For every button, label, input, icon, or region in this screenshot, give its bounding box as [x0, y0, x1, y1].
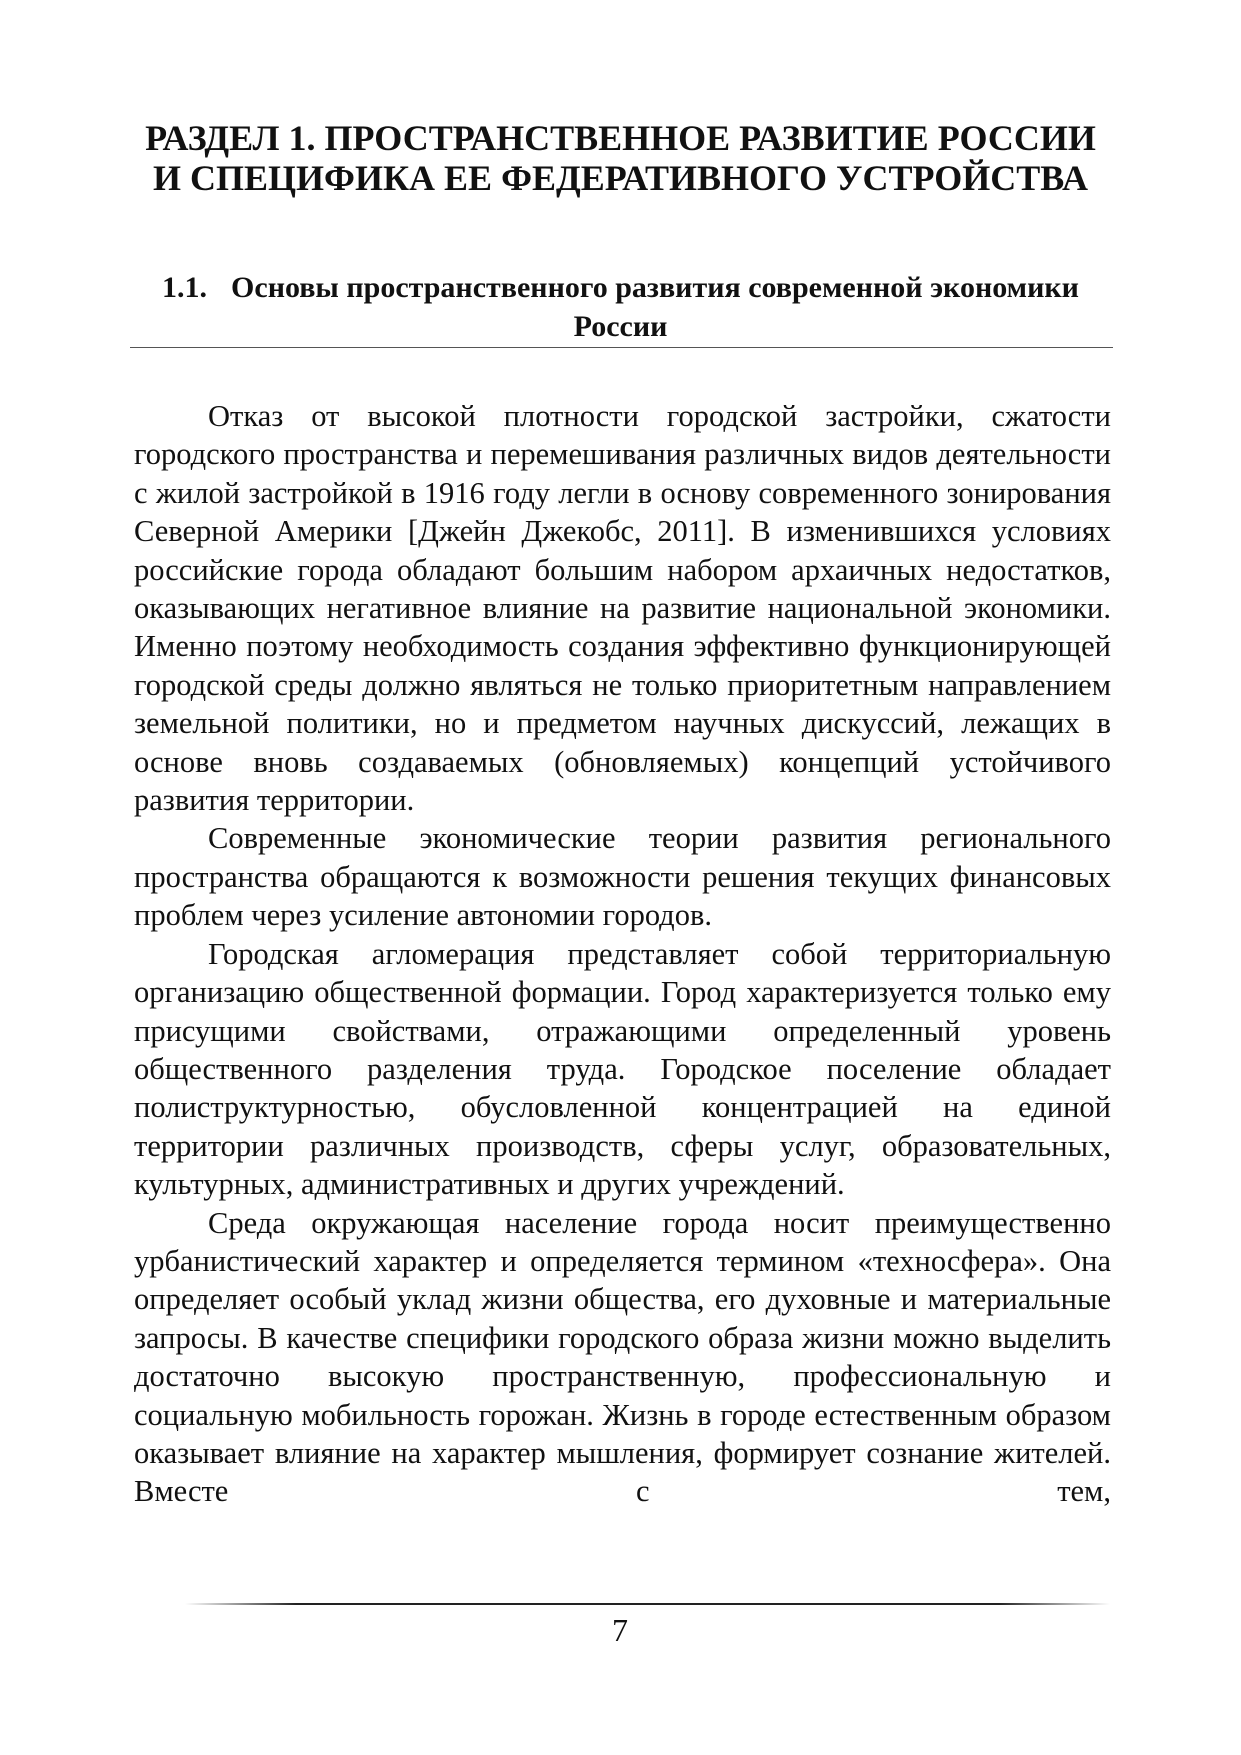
subsection-heading [130, 268, 1111, 346]
paragraph: Отказ от высокой плотности городской застройки, сжатости городского пространства и перемешивания различных видов деятельности с жилой застройкой в 1916 году легли в основу современного зонирования Северной Америки [Джейн Джекобс, 2011]. В изменившихся условиях российские города обладают большим набором архаичных недостатков, оказывающих негативное влияние на развитие национальной экономики. Именно поэтому необходимость создания эффективно функционирующей городской среды должно являться не только приоритетным направлением земельной политики, но и предметом научных дискуссий, лежащих в основе вновь создаваемых (обновляемых) концепций устойчивого развития территории. [134, 399, 1111, 818]
subsection-title: Основы пространственного развития современной экономики России [231, 271, 1079, 343]
paragraph: Среда окружающая население города носит преимущественно урбанистический характер и определяется термином «техносфера». Она определяет особый уклад жизни общества, его духовные и материальные запросы. В качестве специфики городского образа жизни можно выделить достаточно высокую пространственную, профессиональную и социальную мобильность горожан. Жизнь в городе естественным образом оказывает влияние на характер мышления, формирует сознание жителей. Вместе с тем, [134, 1205, 1111, 1509]
heading-divider [130, 347, 1113, 348]
subsection-number: 1.1. [162, 271, 208, 304]
paragraph: Современные экономические теории развития регионального пространства обращаются к возможности решения текущих финансовых проблем через усиление автономии городов. [134, 821, 1111, 933]
footer-divider [185, 1603, 1110, 1605]
page-number: 7 [612, 1612, 628, 1648]
body-text [134, 397, 1111, 1511]
section-title: РАЗДЕЛ 1. ПРОСТРАНСТВЕННОЕ РАЗВИТИЕ РОССИИ И СПЕЦИФИКА ЕЕ ФЕДЕРАТИВНОГО УСТРОЙСТВА [145, 118, 1096, 198]
paragraph: Городская агломерация представляет собой территориальную организацию общественной формации. Город характеризуется только ему присущими свойствами, отражающими определенный уровень общественного разделения труда. Городское поселение обладает полиструктурностью, обусловленной концентрацией на единой территории различных производств, сферы услуг, образовательных, культурных, административных и других учреждений. [134, 936, 1111, 1202]
